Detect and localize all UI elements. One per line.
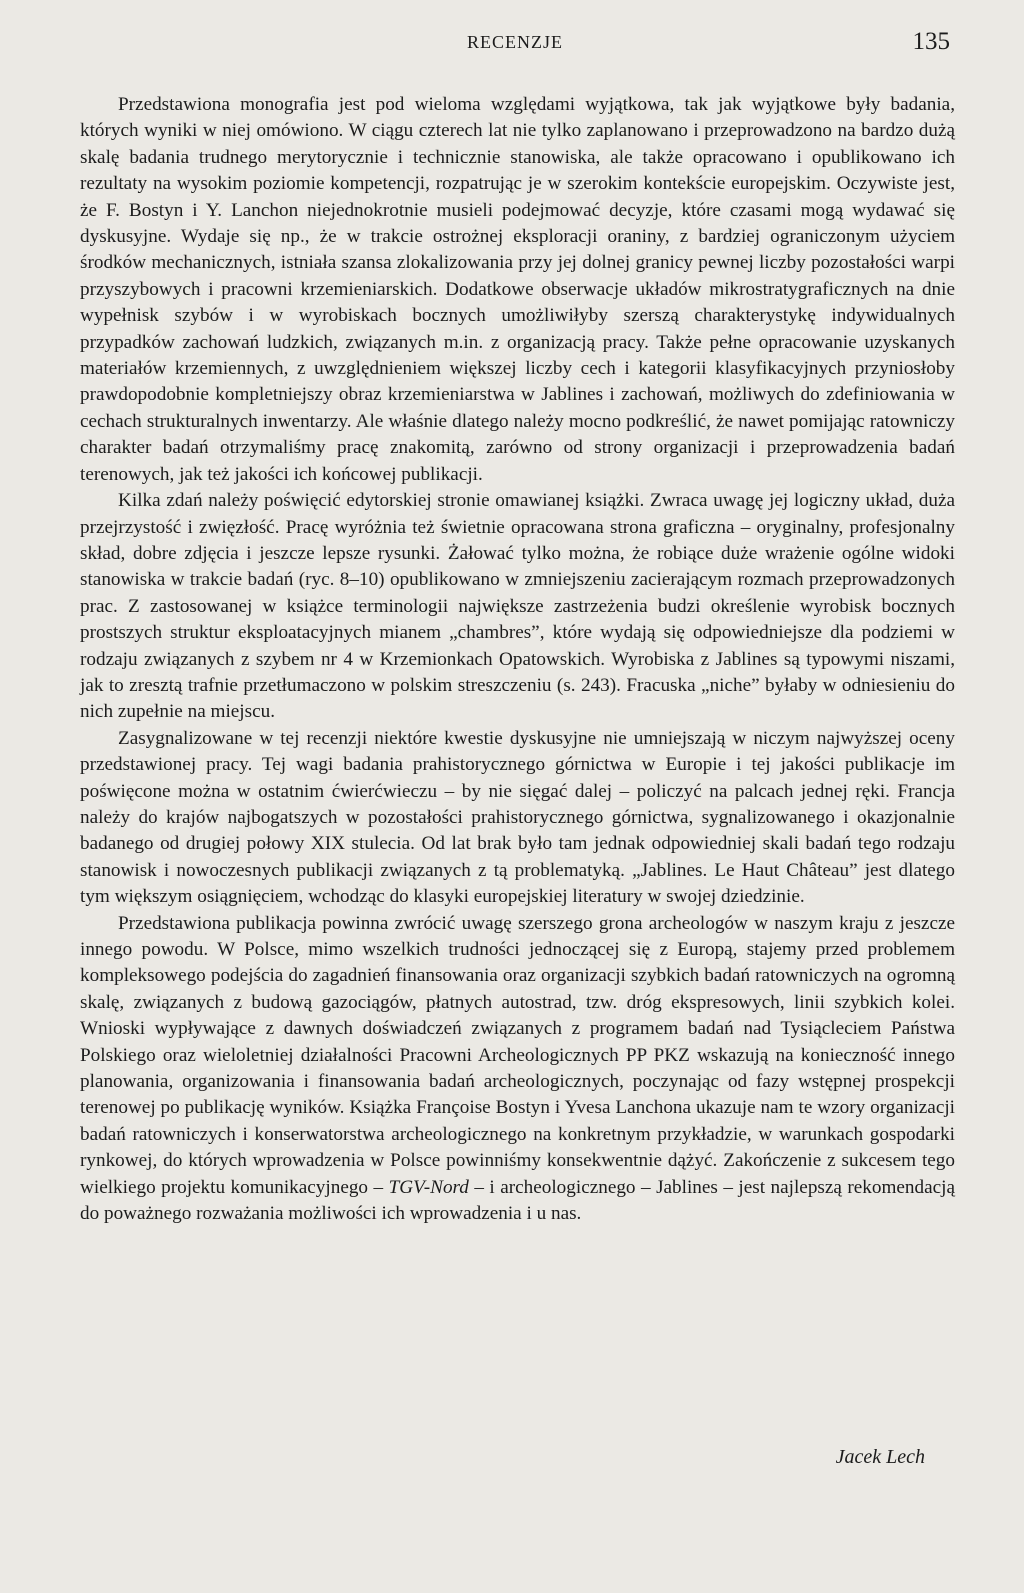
running-head <box>80 28 950 58</box>
paragraph-4-text-start: Przedstawiona publikacja powinna zwrócić uwagę szerszego grona archeologów w naszym kraju z jeszcze innego powodu. W Polsce, mimo wszelkich trudności jednoczącej się z Europą, stajemy przed problemem kompleksowego podejścia do zagadnień finansowania oraz organizacji szybkich badań ratowniczych na ogromną skalę, związanych z budową gazociągów, płatnych autostrad, tzw. dróg ekspresowych, linii szybkich kolei. Wnioski wypływające z dawnych doświadczeń związanych z programem badań nad Tysiącleciem Państwa Polskiego oraz wieloletniej działalności Pracowni Archeologicznych PP PKZ wskazują na konieczność innego planowania, organizowania i finansowania badań archeologicznych, poczynając od fazy wstępnej prospekcji terenowej po publikację wyników. Książka Françoise Bostyn i Yvesa Lanchona ukazuje nam te wzory organizacji badań ratowniczych i konserwatorstwa archeologicznego na konkretnym przykładzie, w warunkach gospodarki rynkowej, do których wprowadzenia w Polsce powinniśmy konsekwentnie dążyć. Zakończenie z sukcesem tego wielkiego projektu komunikacyjnego – <box>80 912 955 1198</box>
paragraph-2 <box>80 488 955 726</box>
paragraph-1-text: Przedstawiona monografia jest pod wieloma względami wyjątkowa, tak jak wyjątkowe były badania, których wyniki w niej omówiono. W ciągu czterech lat nie tylko zaplanowano i przeprowadzono na bardzo dużą skalę badania trudnego merytorycznie i technicznie stanowiska, ale także opracowano i opublikowano ich rezultaty na wysokim poziomie kompetencji, rozpatrując je w szerokim kontekście europejskim. Oczywiste jest, że F. Bostyn i Y. Lanchon niejednokrotnie musieli podejmować decyzje, które czasami mogą wydawać się dyskusyjne. Wydaje się np., że w trakcie ostrożnej eksploracji oraniny, z bardziej ograniczonym użyciem środków mechanicznych, istniała szansa zlokalizowania przy jej dolnej granicy pewnej liczby pozostałości warpi przyszybowych i pracowni krzemieniarskich. Dodatkowe obserwacje układów mikrostratygraficznych na dnie wypełnisk szybów i w wyrobiskach bocznych umożliwiłyby szerszą charakterystykę indywidualnych przypadków zachowań ludzkich, związanych m.in. z organizacją pracy. Także pełne opracowanie uzyskanych materiałów krzemiennych, z uwzględnieniem większej liczby cech i kategorii klasyfikacyjnych przyniosłoby prawdopodobnie kompletniejszy obraz krzemieniarstwa w Jablines i zachowań, możliwych do zdefiniowania w cechach strukturalnych inwentarzy. Ale właśnie dlatego należy mocno podkreślić, że nawet pomijając ratowniczy charakter badań otrzymaliśmy pracę znakomitą, zarówno od strony organizacji i przeprowadzenia badań terenowych, jak też jakości ich końcowej publikacji. <box>80 94 955 485</box>
tgv-nord-title: TGV-Nord <box>388 1176 469 1198</box>
paragraph-1 <box>80 92 955 488</box>
page-number: 135 <box>912 28 950 55</box>
paragraph-3 <box>80 726 955 911</box>
paragraph-3-text: Zasygnalizowane w tej recenzji niektóre kwestie dyskusyjne nie umniejszają w niczym najwyższej oceny przedstawionej pracy. Tej wagi badania prahistorycznego górnictwa w Europie i tej jakości publikacje im poświęcone można w ostatnim ćwierćwieczu – by nie sięgać dalej – policzyć na palcach jednej ręki. Francja należy do krajów najbogatszych w pozostałości prahistorycznego górnictwa, sygnalizowanego i okazjonalnie badanego od drugiej połowy XIX stulecia. Od lat brak było tam jednak odpowiedniej skali badań tego rodzaju stanowisk i nowoczesnych publikacji związanych z tą problematyką. „Jablines. Le Haut Château” jest dlatego tym większym osiągnięciem, wchodząc do klasyki europejskiej literatury w swojej dziedzinie. <box>80 727 955 908</box>
review-body <box>80 92 955 1227</box>
author-signature: Jacek Lech <box>835 1446 925 1468</box>
paragraph-2-text: Kilka zdań należy poświęcić edytorskiej stronie omawianej książki. Zwraca uwagę jej logiczny układ, duża przejrzystość i zwięzłość. Pracę wyróżnia też świetnie opracowana strona graficzna – oryginalny, profesjonalny skład, dobre zdjęcia i jeszcze lepsze rysunki. Żałować tylko można, że robiące duże wrażenie ogólne widoki stanowiska w trakcie badań (ryc. 8–10) opublikowano w zmniejszeniu zacierającym rozmach przeprowadzonych prac. Z zastosowanej w książce terminologii największe zastrzeżenia budzi określenie wyrobisk bocznych prostszych struktur eksploatacyjnych mianem „chambres”, które wydają się odpowiedniejsze dla podziemi w rodzaju związanych z szybem nr 4 w Krzemionkach Opatowskich. Wyrobiska z Jablines są typowymi niszami, jak to zresztą trafnie przetłumaczono w polskim streszczeniu (s. 243). Fracuska „niche” byłaby w odniesieniu do nich zupełnie na miejscu. <box>80 490 955 723</box>
paragraph-4 <box>80 911 955 1228</box>
running-title: RECENZJE <box>467 32 563 52</box>
paragraph-4-text-end: – i archeologicznego – Jablines – jest najlepszą rekomendacją do poważnego rozważania możliwości ich wprowadzenia i u nas. <box>80 1176 955 1225</box>
